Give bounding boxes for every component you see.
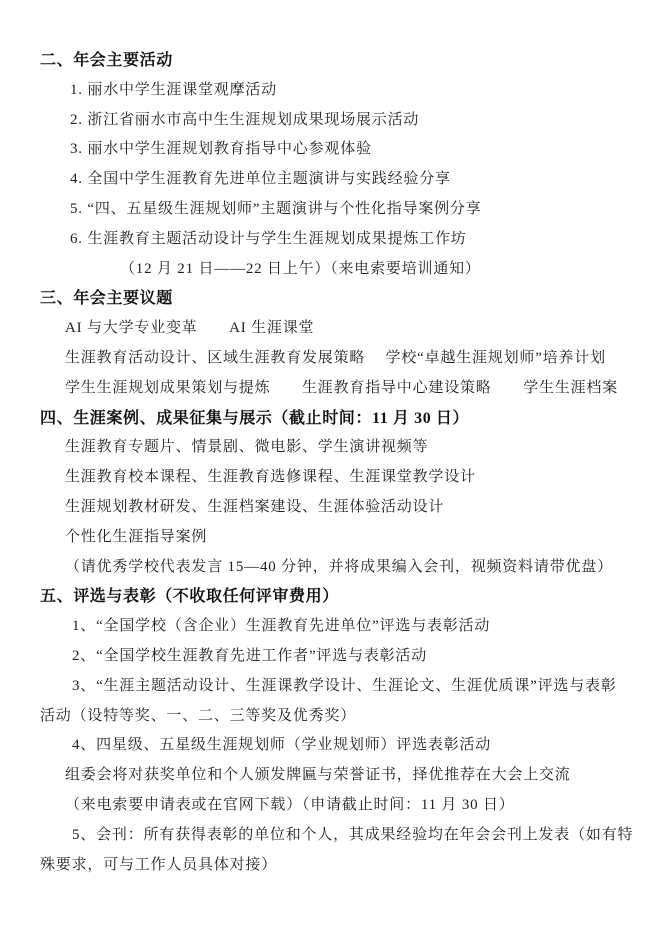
- heading-annual-activities: 二、年会主要活动: [40, 52, 173, 69]
- schedule-note: （12 月 21 日——22 日上午）（来电索要培训通知）: [120, 260, 481, 277]
- collection-note: （请优秀学校代表发言 15—40 分钟，并将成果编入会刊，视频资料请带优盘）: [65, 558, 613, 575]
- topic-line-2: 生涯教育活动设计、区域生涯教育发展策略 学校“卓越生涯规划师”培养计划: [65, 349, 606, 366]
- heading-annual-topics: 三、年会主要议题: [40, 290, 173, 308]
- collection-line-4: 个性化生涯指导案例: [65, 528, 208, 545]
- award-note-application: （来电索要申请表或在官网下载）（申请截止时间：11 月 30 日）: [65, 796, 515, 813]
- collection-line-3: 生涯规划教材研发、生涯档案建设、生涯体验活动设计: [65, 498, 445, 515]
- award-item-3-continuation: 活动（设特等奖、一、二、三等奖及优秀奖）: [40, 707, 357, 724]
- heading-case-collection: 四、生涯案例、成果征集与展示（截止时间：11 月 30 日）: [40, 409, 470, 427]
- collection-line-1: 生涯教育专题片、情景剧、微电影、学生演讲视频等: [65, 439, 429, 456]
- activity-item-4: 4. 全国中学生涯教育先进单位主题演讲与实践经验分享: [70, 171, 451, 188]
- topic-line-3: 学生生涯规划成果策划与提炼 生涯教育指导中心建设策略 学生生涯档案: [65, 379, 619, 396]
- activity-item-3: 3. 丽水中学生涯规划教育指导中心参观体验: [70, 141, 372, 158]
- award-item-3: 3、“生涯主题活动设计、生涯课教学设计、生涯论文、生涯优质课”评选与表彰: [72, 677, 617, 694]
- heading-awards: 五、评选与表彰（不收取任何评审费用）: [40, 588, 339, 606]
- award-item-4: 4、四星级、五星级生涯规划师（学业规划师）评选表彰活动: [72, 737, 492, 754]
- award-item-2: 2、“全国学校生涯教育先进工作者”评选与表彰活动: [72, 647, 428, 664]
- award-note-certificates: 组委会将对获奖单位和个人颁发牌匾与荣誉证书，择优推荐在大会上交流: [65, 767, 571, 784]
- activity-item-6: 6. 生涯教育主题活动设计与学生生涯规划成果提炼工作坊: [70, 230, 467, 247]
- activity-item-2: 2. 浙江省丽水市高中生生涯规划成果现场展示活动: [70, 111, 420, 128]
- activity-item-5: 5. “四、五星级生涯规划师”主题演讲与个性化指导案例分享: [70, 200, 482, 217]
- award-item-5: 5、会刊：所有获得表彰的单位和个人，其成果经验均在年会会刊上发表（如有特: [72, 826, 634, 843]
- award-item-1: 1、“全国学校（含企业）生涯教育先进单位”评选与表彰活动: [72, 618, 491, 635]
- award-item-5-continuation: 殊要求，可与工作人员具体对接）: [40, 856, 278, 873]
- topic-line-1: AI 与大学专业变革 AI 生涯课堂: [65, 320, 315, 337]
- activity-item-1: 1. 丽水中学生涯课堂观摩活动: [70, 81, 278, 98]
- collection-line-2: 生涯教育校本课程、生涯教育选修课程、生涯课堂教学设计: [65, 469, 476, 486]
